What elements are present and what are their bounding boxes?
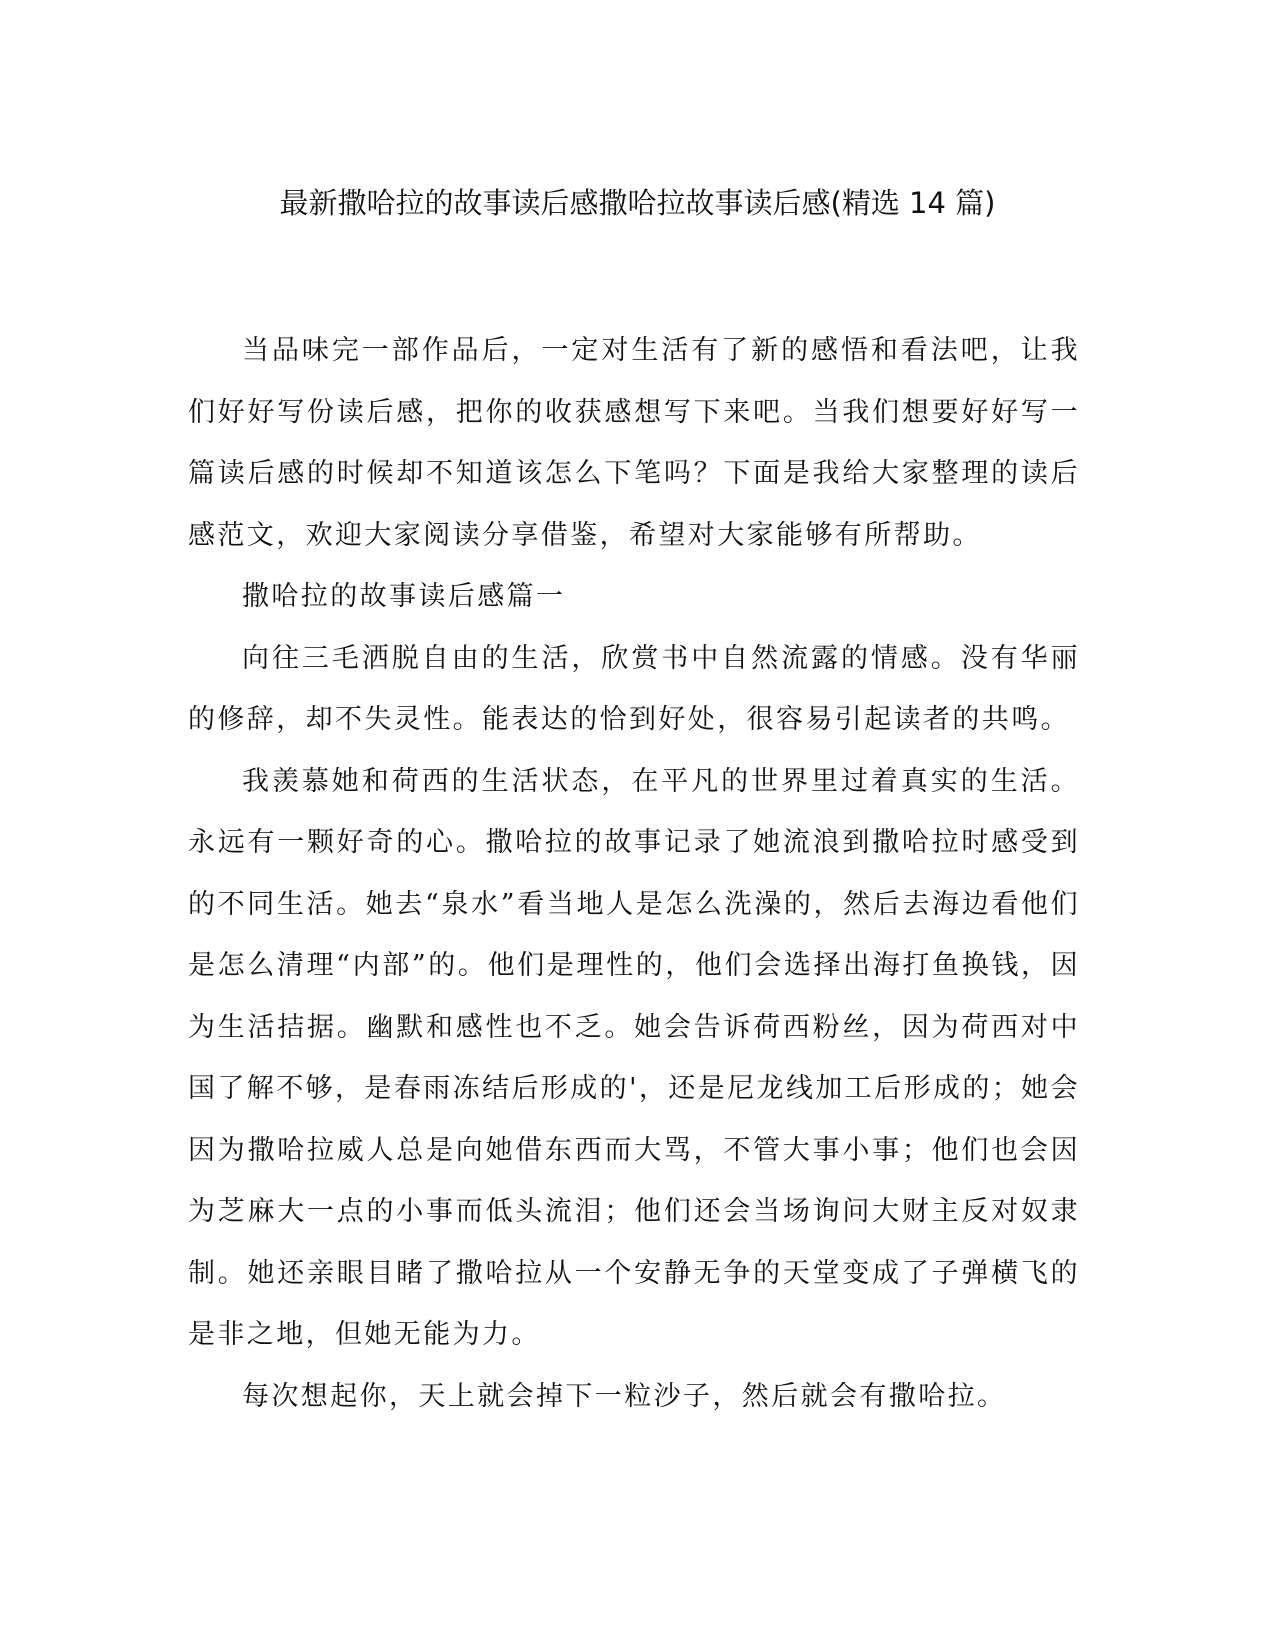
document-title: 最新撒哈拉的故事读后感撒哈拉故事读后感(精选 14 篇) bbox=[279, 186, 996, 220]
paragraph: 我羡慕她和荷西的生活状态，在平凡的世界里过着真实的生活。永远有一颗好奇的心。撒哈拉的故事记录了她流浪到撒哈拉时感受到的不同生活。她去“泉水”看当地人是怎么洗澡的，然后去海边看他们是怎么清理“内部”的。他们是理性的，他们会选择出海打鱼换钱，因为生活拮据。幽默和感性也不乏。她会告诉荷西粉丝，因为荷西对中国了解不够，是春雨冻结后形成的'，还是尼龙线加工后形成的；她会因为撒哈拉威人总是向她借东西而大骂，不管大事小事；他们也会因为芝麻大一点的小事而低头流泪；他们还会当场询问大财主反对奴隶制。她还亲眼目睹了撒哈拉从一个安静无争的天堂变成了子弹横飞的是非之地，但她无能为力。 bbox=[188, 765, 1080, 1350]
paragraph: 每次想起你，天上就会掉下一粒沙子，然后就会有撒哈拉。 bbox=[242, 1380, 1007, 1412]
section-heading: 撒哈拉的故事读后感篇一 bbox=[242, 581, 566, 612]
document-body bbox=[188, 320, 1080, 1427]
paragraph: 向往三毛洒脱自由的生活，欣赏书中自然流露的情感。没有华丽的修辞，却不失灵性。能表达的恰到好处，很容易引起读者的共鸣。 bbox=[188, 642, 1080, 735]
paragraph-intro: 当品味完一部作品后，一定对生活有了新的感悟和看法吧，让我们好好写份读后感，把你的收获感想写下来吧。当我们想要好好写一篇读后感的时候却不知道该怎么下笔吗？下面是我给大家整理的读后感范文，欢迎大家阅读分享借鉴，希望对大家能够有所帮助。 bbox=[188, 335, 1080, 551]
